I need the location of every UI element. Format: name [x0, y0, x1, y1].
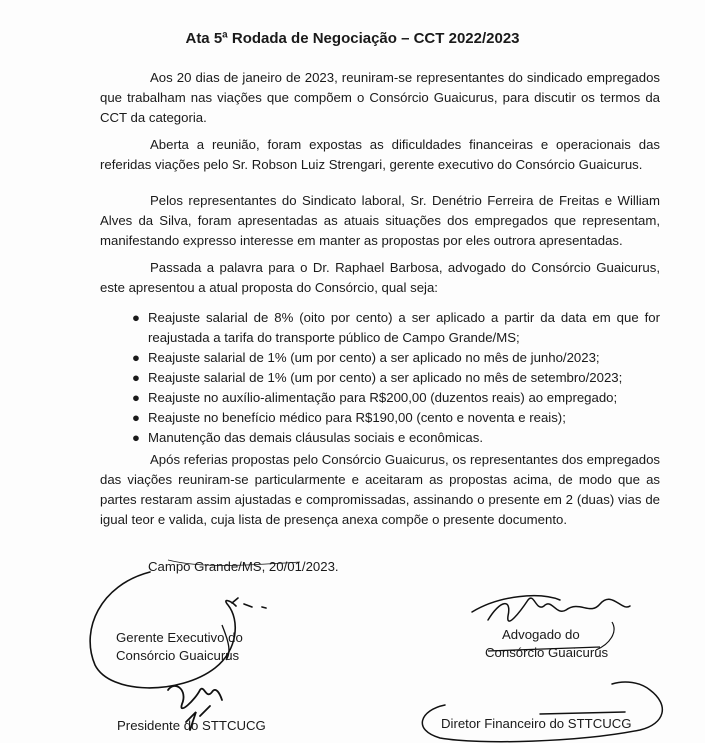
list-item	[100, 428, 660, 448]
financial-director-label: Diretor Financeiro do STTCUCG	[441, 716, 632, 731]
list-item	[100, 408, 660, 428]
bullet-icon: ●	[132, 310, 140, 325]
paragraph-lawyer-proposal: Passada a palavra para o Dr. Raphael Barbosa, advogado do Consórcio Guaicurus, este apresentou a atual proposta do Consórcio, qual seja:	[100, 260, 660, 295]
proposal-text: Manutenção das demais cláusulas sociais e econômicas.	[148, 430, 483, 445]
paragraph-union-representatives: Pelos representantes do Sindicato laboral, Sr. Denétrio Ferreira de Freitas e William Alves da Silva, foram apresentadas as atuais situações dos empregados que representam, manifestando expresso interesse em manter as propostas por eles outrora apresentadas.	[100, 193, 660, 248]
proposal-list	[100, 308, 660, 448]
paragraph-conclusion: Após referias propostas pelo Consórcio Guaicurus, os representantes dos empregados das viações reuniram-se particularmente e aceitaram as propostas acima, de modo que as partes restaram assim ajustadas e compromissadas, assinando o presente em 2 (duas) vias de igual teor e valida, cuja lista de presença anexa compõe o presente documento.	[100, 452, 660, 527]
list-item	[100, 368, 660, 388]
list-item	[100, 348, 660, 368]
list-item	[100, 308, 660, 348]
proposal-text: Reajuste salarial de 8% (oito por cento) a ser aplicado a partir da data em que for reajustada a tarifa do transporte público de Campo Grande/MS;	[148, 310, 660, 345]
proposal-text: Reajuste salarial de 1% (um por cento) a ser aplicado no mês de junho/2023;	[148, 350, 600, 365]
president-label: Presidente do STTCUCG	[117, 718, 266, 733]
paragraph-opening: Aos 20 dias de janeiro de 2023, reuniram-se representantes do sindicado empregados que trabalham nas viações que compõem o Consórcio Guaicurus, para discutir os termos da CCT da categoria.	[100, 70, 660, 125]
bullet-icon: ●	[132, 390, 140, 405]
manager-role: Gerente Executivo do	[116, 630, 243, 645]
signature-lawyer	[472, 596, 630, 621]
bullet-icon: ●	[132, 410, 140, 425]
document-title: Ata 5ª Rodada de Negociação – CCT 2022/2023	[185, 30, 520, 47]
list-item	[100, 388, 660, 408]
bullet-icon: ●	[132, 370, 140, 385]
paragraph-meeting-opened: Aberta a reunião, foram expostas as dificuldades financeiras e operacionais das referidas viações pelo Sr. Robson Luiz Strengari, gerente executivo do Consórcio Guaicurus.	[100, 137, 660, 172]
bullet-icon: ●	[132, 430, 140, 445]
lawyer-role: Advogado do	[502, 627, 580, 642]
proposal-text: Reajuste no auxílio-alimentação para R$200,00 (duzentos reais) ao empregado;	[148, 390, 618, 405]
lawyer-org: Consórcio Guaicurus	[485, 645, 609, 660]
proposal-text: Reajuste salarial de 1% (um por cento) a ser aplicado no mês de setembro/2023;	[148, 370, 623, 385]
bullet-icon: ●	[132, 350, 140, 365]
proposal-text: Reajuste no benefício médico para R$190,00 (cento e noventa e reais);	[148, 410, 566, 425]
manager-org: Consórcio Guaicurus	[116, 648, 240, 663]
place-date: Campo Grande/MS, 20/01/2023.	[148, 559, 339, 574]
